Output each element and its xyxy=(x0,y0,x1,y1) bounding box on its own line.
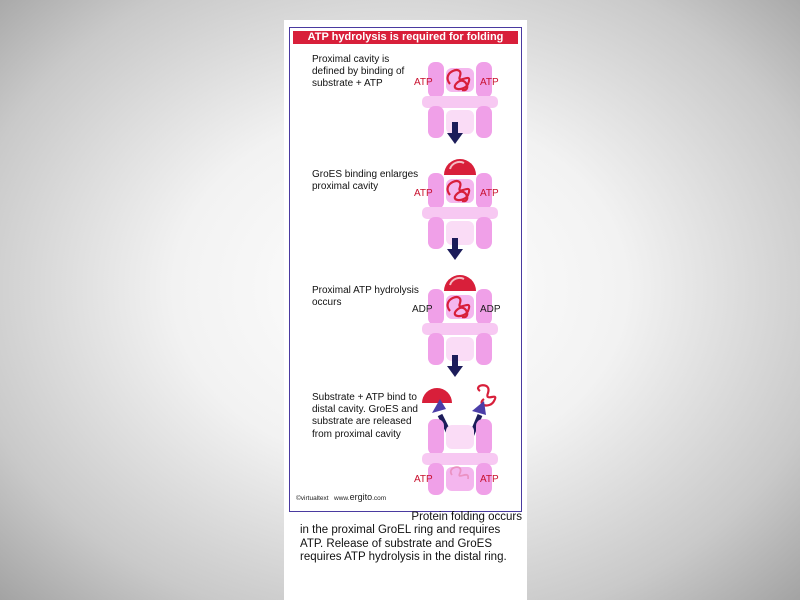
down-arrow-icon xyxy=(447,355,463,377)
svg-text:ATP: ATP xyxy=(414,474,433,485)
credits xyxy=(296,492,386,502)
website-tld: .com xyxy=(372,495,387,502)
diagram-title: ATP hydrolysis is required for folding xyxy=(293,31,518,44)
released-substrate-icon xyxy=(478,385,495,405)
svg-text:ATP: ATP xyxy=(480,188,499,199)
website-name: ergito xyxy=(349,492,373,502)
svg-text:ADP: ADP xyxy=(412,304,433,315)
diagram-frame xyxy=(289,27,522,512)
caption-body: in the proximal GroEL ring and requires ATP. Release of substrate and GroES requires ATP hydrolysis in the distal ring. xyxy=(300,524,507,563)
step-3-chaperonin xyxy=(410,271,510,366)
down-arrow-icon xyxy=(447,122,463,144)
figure-caption xyxy=(300,511,522,564)
svg-text:ATP: ATP xyxy=(414,188,433,199)
copyright-text: ©virtualtext xyxy=(296,495,329,502)
left-nucleotide-label: ATP xyxy=(414,77,433,88)
down-arrow-icon xyxy=(447,238,463,260)
step-2-chaperonin xyxy=(410,155,510,250)
step-2-text: GroES binding enlarges proximal cavity xyxy=(312,169,419,193)
released-groes-icon xyxy=(422,388,452,403)
step-1-text: Proximal cavity is defined by binding of substrate + ATP xyxy=(312,54,405,90)
step-3-text: Proximal ATP hydrolysis occurs xyxy=(312,285,419,309)
website-prefix: www. xyxy=(334,495,350,502)
svg-text:ATP: ATP xyxy=(480,474,499,485)
step-4-text: Substrate + ATP bind to distal cavity. GroES and substrate are released from proximal cavity xyxy=(312,392,418,440)
caption-line-1: Protein folding occurs xyxy=(411,511,522,523)
right-nucleotide-label: ATP xyxy=(480,77,499,88)
step-4-chaperonin xyxy=(410,383,510,495)
svg-text:ADP: ADP xyxy=(480,304,501,315)
